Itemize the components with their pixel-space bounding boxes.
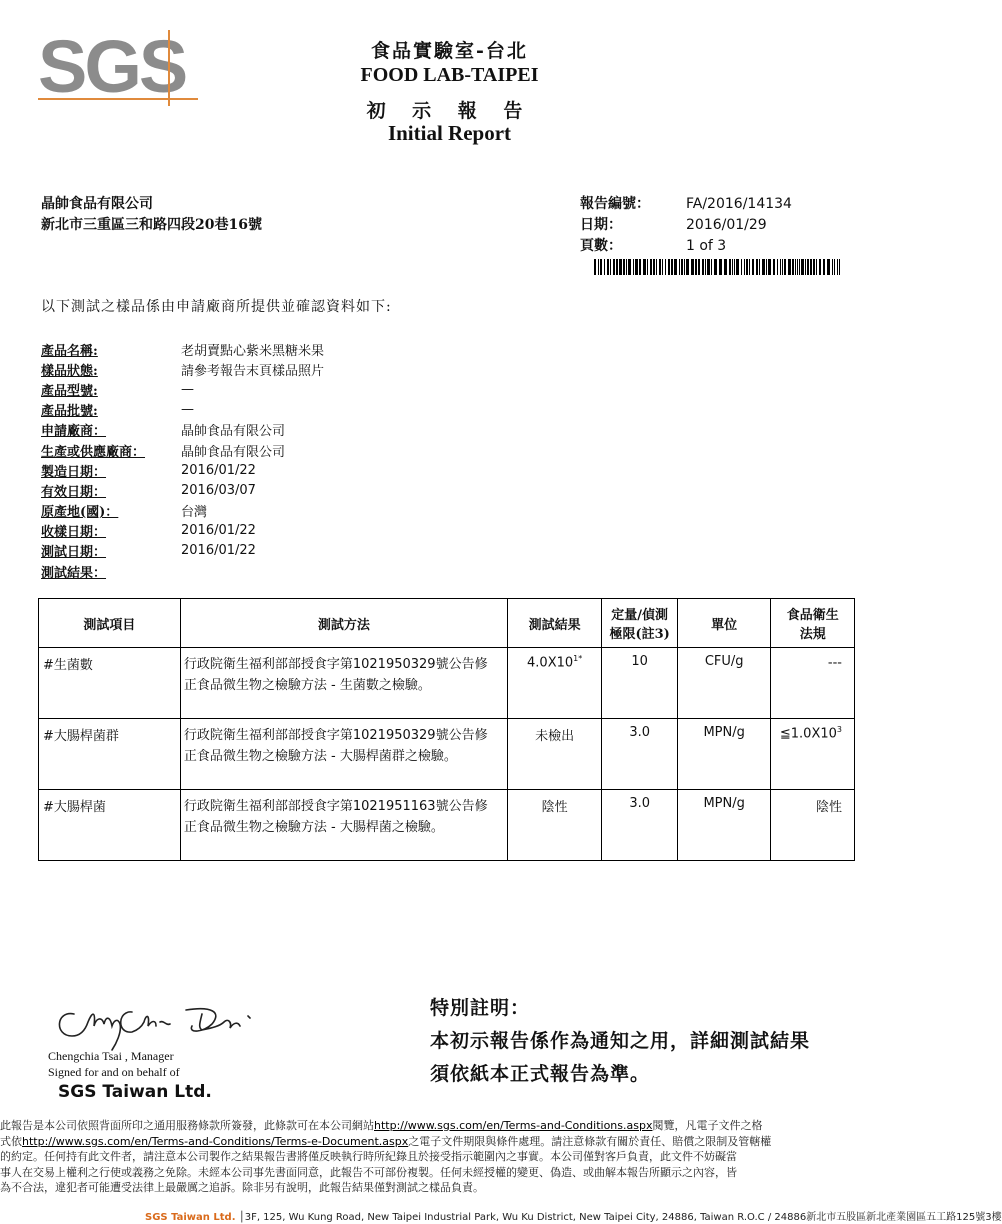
header-regulation-line2: 法規 — [799, 627, 826, 642]
header-unit: 單位 — [677, 599, 771, 648]
cell-limit — [602, 790, 677, 861]
lab-title-zh: 食品實驗室-台北 — [371, 40, 528, 62]
field-row — [41, 420, 324, 440]
cell-method — [180, 648, 507, 719]
field-label: 製造日期： — [41, 464, 107, 480]
field-value: — — [181, 381, 194, 397]
table-row — [39, 719, 855, 790]
field-label: 產品批號: — [41, 404, 98, 420]
result-value: 4.0X10 — [527, 655, 574, 671]
results-table — [38, 598, 855, 861]
cell-limit — [602, 648, 677, 719]
field-label: 生產或供應廠商： — [41, 444, 146, 460]
footer-address: │3F, 125, Wu Kung Road, New Taipei Industrial Park, Wu Ku District, New Taipei City, 24886, Taiwan R.O.C / 24886新北市五股區新北產業園區五工路125號3樓 — [238, 1212, 1002, 1223]
report-no: FA/2016/14134 — [686, 196, 792, 212]
footer — [145, 1208, 1002, 1223]
report-title-zh: 初 示 報 告 — [366, 100, 533, 122]
field-label: 產品型號: — [41, 383, 98, 399]
handwritten-signature — [52, 992, 292, 1052]
signatory-company: SGS Taiwan Ltd. — [58, 1082, 212, 1102]
cell-regulation — [771, 790, 855, 861]
item-text: #大腸桿菌 — [43, 800, 106, 815]
field-value: 2016/03/07 — [181, 482, 256, 498]
method-line2: 正食品微生物之檢驗方法 - 大腸桿菌群之檢驗。 — [183, 749, 457, 764]
cell-unit — [677, 790, 771, 861]
field-value: 台灣 — [181, 505, 208, 521]
disclaimer-text: 的約定。任何持有此文件者，請注意本公司製作之結果報告書將僅反映執行時所紀錄且於接受指示範圍內之事實。本公司僅對客戶負責，此文件不妨礙當 — [0, 1150, 737, 1163]
cell-limit — [602, 719, 677, 790]
field-row — [41, 440, 324, 460]
unit-value: CFU/g — [704, 654, 744, 669]
header-regulation — [771, 599, 855, 648]
cell-method — [180, 719, 507, 790]
header-limit-line2: 極限(註3) — [609, 627, 670, 642]
field-label: 產品名稱: — [41, 343, 98, 359]
disclaimer — [0, 1118, 899, 1196]
cell-unit — [677, 648, 771, 719]
unit-value: MPN/g — [703, 796, 745, 811]
regulation-value: --- — [827, 655, 842, 671]
special-note — [430, 992, 810, 1091]
disclaimer-text: 閱覽，凡電子文件之格 — [652, 1119, 763, 1132]
cell-item — [39, 790, 181, 861]
result-footnote: 1* — [573, 654, 583, 663]
field-value: 2016/01/22 — [181, 462, 256, 478]
note-title: 特別註明： — [430, 997, 531, 1019]
sample-info — [41, 339, 324, 581]
field-row — [41, 379, 324, 399]
header-limit — [602, 599, 677, 648]
page-count: 1 of 3 — [686, 238, 727, 254]
intro-text: 以下測試之樣品係由申請廠商所提供並確認資料如下: — [41, 299, 392, 315]
table-header-row — [39, 599, 855, 648]
item-text: #生菌數 — [43, 658, 93, 673]
terms-link[interactable]: http://www.sgs.com/en/Terms-and-Conditions.aspx — [374, 1119, 653, 1132]
header-result: 測試結果 — [507, 599, 602, 648]
report-no-label: 報告編號： — [580, 196, 650, 212]
method-line1: 行政院衛生福利部部授食字第1021950329號公告修 — [183, 728, 488, 743]
regulation-value: 陰性 — [815, 800, 842, 815]
field-label: 有效日期： — [41, 484, 107, 500]
cell-item — [39, 648, 181, 719]
field-row — [41, 359, 324, 379]
field-value: 晶帥食品有限公司 — [181, 424, 286, 440]
disclaimer-text: 事人在交易上權利之行使或義務之免除。未經本公司事先書面同意，此報告不可部份複製。任何未經授權的變更、偽造、或曲解本報告所顯示之內容，皆 — [0, 1165, 737, 1179]
field-value: 請參考報告末頁樣品照片 — [181, 363, 325, 379]
signatory-name: Chengchia Tsai , Manager — [48, 1049, 174, 1063]
cell-item — [39, 719, 181, 790]
note-line1: 本初示報告係作為通知之用，詳細測試結果 — [430, 1030, 811, 1052]
regulation-footnote: 3 — [836, 725, 842, 734]
report-meta — [580, 194, 792, 257]
cell-result — [507, 719, 602, 790]
method-line1: 行政院衛生福利部部授食字第1021951163號公告修 — [183, 799, 488, 814]
header-regulation-line1: 食品衛生 — [786, 608, 839, 623]
disclaimer-text: 此報告是本公司依照背面所印之通用服務條款所簽發，此條款可在本公司網站 — [0, 1119, 374, 1132]
field-row — [41, 339, 324, 359]
field-label: 申請廠商： — [41, 424, 107, 440]
cell-result — [507, 790, 602, 861]
sgs-logo-text: SGS — [38, 25, 186, 108]
field-row — [41, 521, 324, 541]
disclaimer-text: 之電子文件期限與條件處理。請注意條款有關於責任、賠償之限制及管轄權 — [408, 1134, 772, 1148]
e-document-link[interactable]: http://www.sgs.com/en/Terms-and-Conditions/Terms-e-Document.aspx — [22, 1134, 409, 1148]
date-label: 日期： — [580, 217, 622, 233]
field-label: 原產地(國)： — [41, 505, 119, 521]
limit-value: 3.0 — [629, 796, 650, 811]
field-value: 2016/01/22 — [181, 543, 256, 559]
header-method: 測試方法 — [180, 599, 507, 648]
pages-label: 頁數： — [580, 238, 622, 254]
field-row — [41, 501, 324, 521]
cell-method — [180, 790, 507, 861]
header-limit-line1: 定量/偵測 — [611, 608, 669, 623]
barcode-icon — [594, 259, 840, 275]
field-row — [41, 561, 324, 581]
signatory-behalf: Signed for and on behalf of — [48, 1065, 180, 1079]
regulation-value: ≦1.0X10 — [779, 726, 837, 742]
signatory — [48, 1048, 180, 1080]
header-item: 測試項目 — [39, 599, 181, 648]
unit-value: MPN/g — [703, 725, 745, 740]
result-value: 未檢出 — [535, 729, 575, 744]
disclaimer-text: 式依 — [0, 1134, 22, 1148]
field-value: — — [181, 402, 194, 418]
field-label: 測試結果： — [41, 565, 107, 581]
field-value: 老胡賣點心紫米黑糖米果 — [181, 343, 325, 359]
note-line2: 須依紙本正式報告為準。 — [430, 1063, 651, 1085]
method-line1: 行政院衛生福利部部授食字第1021950329號公告修 — [183, 657, 488, 672]
table-row — [39, 648, 855, 719]
cell-regulation — [771, 719, 855, 790]
cell-regulation — [771, 648, 855, 719]
table-row — [39, 790, 855, 861]
report-date: 2016/01/29 — [686, 217, 767, 233]
field-label: 收樣日期： — [41, 525, 107, 541]
field-row — [41, 480, 324, 500]
field-value: 晶帥食品有限公司 — [181, 444, 286, 460]
method-line2: 正食品微生物之檢驗方法 - 生菌數之檢驗。 — [183, 678, 431, 693]
report-title-en: Initial Report — [387, 121, 512, 145]
result-value: 陰性 — [541, 800, 568, 815]
lab-title-en: FOOD LAB-TAIPEI — [360, 64, 539, 86]
field-row — [41, 460, 324, 480]
cell-unit — [677, 719, 771, 790]
field-row — [41, 400, 324, 420]
field-value: 2016/01/22 — [181, 523, 256, 539]
cell-result — [507, 648, 602, 719]
method-line2: 正食品微生物之檢驗方法 - 大腸桿菌之檢驗。 — [183, 820, 444, 835]
field-label: 測試日期： — [41, 545, 107, 561]
client-block — [41, 194, 262, 236]
footer-brand: SGS Taiwan Ltd. — [145, 1212, 236, 1223]
disclaimer-text: 為不合法，違犯者可能遭受法律上最嚴厲之追訴。除非另有說明，此報告結果僅對測試之樣品負責。 — [0, 1181, 484, 1194]
field-row — [41, 541, 324, 561]
limit-value: 10 — [631, 654, 648, 669]
item-text: #大腸桿菌群 — [43, 729, 119, 744]
field-label: 樣品狀態: — [41, 363, 98, 379]
limit-value: 3.0 — [629, 725, 650, 740]
client-name: 晶帥食品有限公司 — [41, 196, 153, 212]
client-address: 新北市三重區三和路四段20巷16號 — [41, 217, 262, 233]
